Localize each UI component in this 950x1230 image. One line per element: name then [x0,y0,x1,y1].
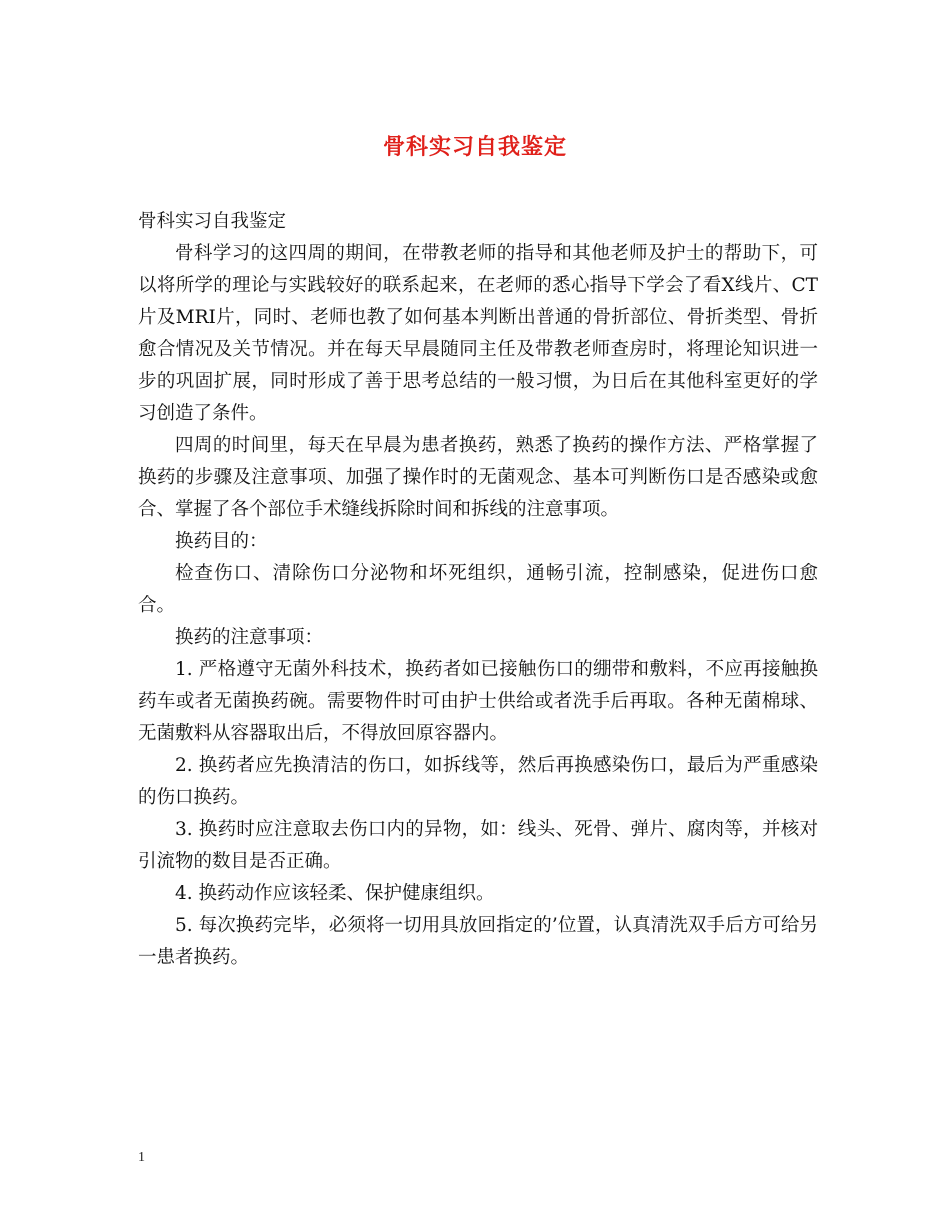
list-item-1: 1. 严格遵守无菌外科技术，换药者如已接触伤口的绷带和敷料，不应再接触换药车或者无菌换药碗。需要物件时可由护士供给或者洗手后再取。各种无菌棉球、无菌敷料从容器取出后，不得放回原容器内。 [138,659,818,744]
page-number: 1 [138,1150,145,1165]
document-title: 骨科实习自我鉴定 [382,134,567,160]
list-item-2: 2. 换药者应先换清洁的伤口，如拆线等，然后再换感染伤口，最后为严重感染的伤口换药。 [138,755,818,808]
paragraph-four-weeks: 四周的时间里，每天在早晨为患者换药，熟悉了换药的操作方法、严格掌握了换药的步骤及注意事项、加强了操作时的无菌观念、基本可判断伤口是否感染或愈合、掌握了各个部位手术缝线拆除时间和拆线的注意事项。 [138,435,818,520]
list-item-4: 4. 换药动作应该轻柔、保护健康组织。 [175,883,495,904]
list-item-3: 3. 换药时应注意取去伤口内的异物，如：线头、死骨、弹片、腐肉等，并核对引流物的数目是否正确。 [138,819,818,872]
paragraph-purpose: 检查伤口、清除伤口分泌物和坏死组织，通畅引流，控制感染，促进伤口愈合。 [138,563,818,616]
paragraph-heading: 骨科实习自我鉴定 [138,211,287,232]
document-body [138,206,818,974]
list-item-5: 5. 每次换药完毕，必须将一切用具放回指定的’位置，认真清洗双手后方可给另一患者换药。 [138,915,818,968]
paragraph-purpose-heading: 换药目的： [175,531,268,552]
paragraph-intro: 骨科学习的这四周的期间，在带教老师的指导和其他老师及护士的帮助下，可以将所学的理论与实践较好的联系起来，在老师的悉心指导下学会了看X线片、CT片及MRI片，同时、老师也教了如何基本判断出普通的骨折部位、骨折类型、骨折愈合情况及关节情况。并在每天早晨随同主任及带教老师查房时，将理论知识进一步的巩固扩展，同时形成了善于思考总结的一般习惯，为日后在其他科室更好的学习创造了条件。 [138,243,818,424]
paragraph-precautions-heading: 换药的注意事项： [175,627,324,648]
